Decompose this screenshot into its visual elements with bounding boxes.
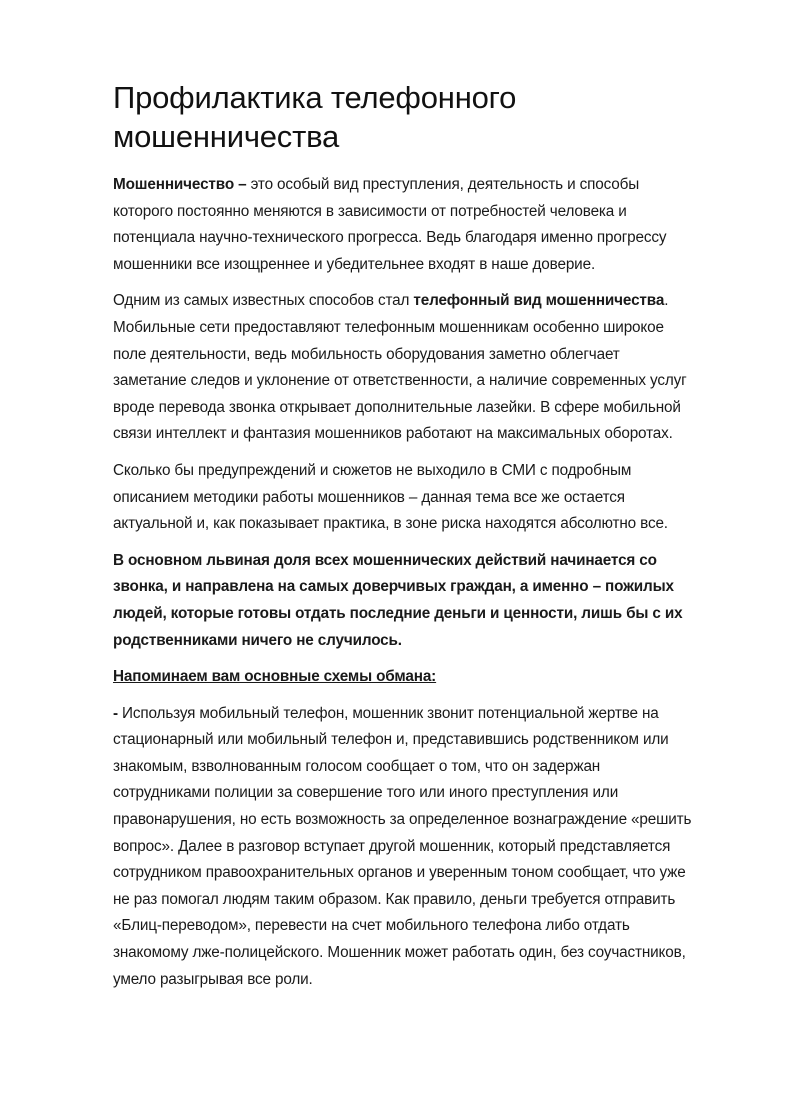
text-line: умело разыгрывая все роли. — [113, 970, 313, 988]
schemes-heading-paragraph — [113, 664, 753, 691]
text-line: связи интеллект и фантазия мошенников работают на максимальных оборотах. — [113, 425, 673, 443]
text-line: Мобильные сети предоставляют телефонным мошенникам особенно широкое — [113, 318, 664, 336]
text-line: стационарный или мобильный телефон и, представившись родственником или — [113, 731, 669, 749]
text-line: знакомому лже-полицейского. Мошенник может работать один, без соучастников, — [113, 944, 686, 962]
text-line: сотрудником правоохранительных органов и уверенным тоном сообщает, что уже — [113, 864, 686, 882]
document-page — [113, 78, 753, 1003]
text-line: потенциала научно-технического прогресса. Ведь благодаря именно прогрессу — [113, 229, 667, 247]
paragraph-media — [113, 458, 753, 538]
text-line: вроде перевода звонка открывает дополнительные лазейки. В сфере мобильной — [113, 398, 681, 416]
text-line: звонка, и направлена на самых доверчивых граждан, а именно – пожилых — [113, 578, 674, 596]
title-line: мошенничества — [113, 119, 340, 154]
text-line: родственниками ничего не случилось. — [113, 631, 402, 649]
text-line: «Блиц-переводом», перевести на счет мобильного телефона либо отдать — [113, 917, 630, 935]
text-line: не раз помогал людям таким образом. Как правило, деньги требуется отправить — [113, 890, 676, 908]
emphasis-text: телефонный вид мошенничества — [413, 292, 665, 310]
text-line: описанием методики работы мошенников – данная тема все же остается — [113, 488, 625, 506]
text-line: правонарушения, но есть возможность за определенное вознаграждение «решить — [113, 811, 692, 829]
text-line: людей, которые готовы отдать последние деньги и ценности, лишь бы с их — [113, 604, 683, 622]
text-run: это особый вид преступления, деятельность и способы — [246, 176, 640, 193]
schemes-heading: Напоминаем вам основные схемы обмана: — [113, 668, 437, 686]
text-line — [113, 701, 753, 728]
paragraph-elderly-warning — [113, 548, 753, 654]
text-line — [113, 172, 753, 199]
defined-term: Мошенничество – — [113, 176, 247, 193]
text-line: вопрос». Далее в разговор вступает другой мошенник, который представляется — [113, 837, 671, 855]
text-line: знакомым, взволнованным голосом сообщает о том, что он задержан — [113, 757, 601, 775]
text-run: Одним из самых известных способов стал — [113, 292, 414, 310]
text-line: поле деятельности, ведь мобильность оборудования заметно облегчает — [113, 345, 620, 363]
paragraph-scheme-1 — [113, 701, 753, 994]
text-line: сотрудниками полиции за совершение того или иного преступления или — [113, 784, 619, 802]
title-line: Профилактика телефонного — [113, 80, 517, 115]
text-line: актуальной и, как показывает практика, в зоне риска находятся абсолютно все. — [113, 515, 668, 533]
list-dash: - — [113, 704, 118, 722]
text-line: которого постоянно меняются в зависимости от потребностей человека и — [113, 202, 627, 220]
text-run: Используя мобильный телефон, мошенник звонит потенциальной жертве на — [117, 704, 659, 722]
text-run: . — [664, 292, 669, 310]
text-line: Сколько бы предупреждений и сюжетов не выходило в СМИ с подробным — [113, 461, 632, 479]
text-line: заметание следов и уклонение от ответственности, а наличие современных услуг — [113, 372, 687, 390]
text-line — [113, 288, 753, 315]
paragraph-phone-fraud — [113, 288, 753, 448]
text-line: мошенники все изощреннее и убедительнее входят в наше доверие. — [113, 255, 596, 273]
text-line: В основном львиная доля всех мошеннических действий начинается со — [113, 551, 657, 569]
page-title — [113, 78, 753, 156]
paragraph-definition — [113, 172, 753, 278]
